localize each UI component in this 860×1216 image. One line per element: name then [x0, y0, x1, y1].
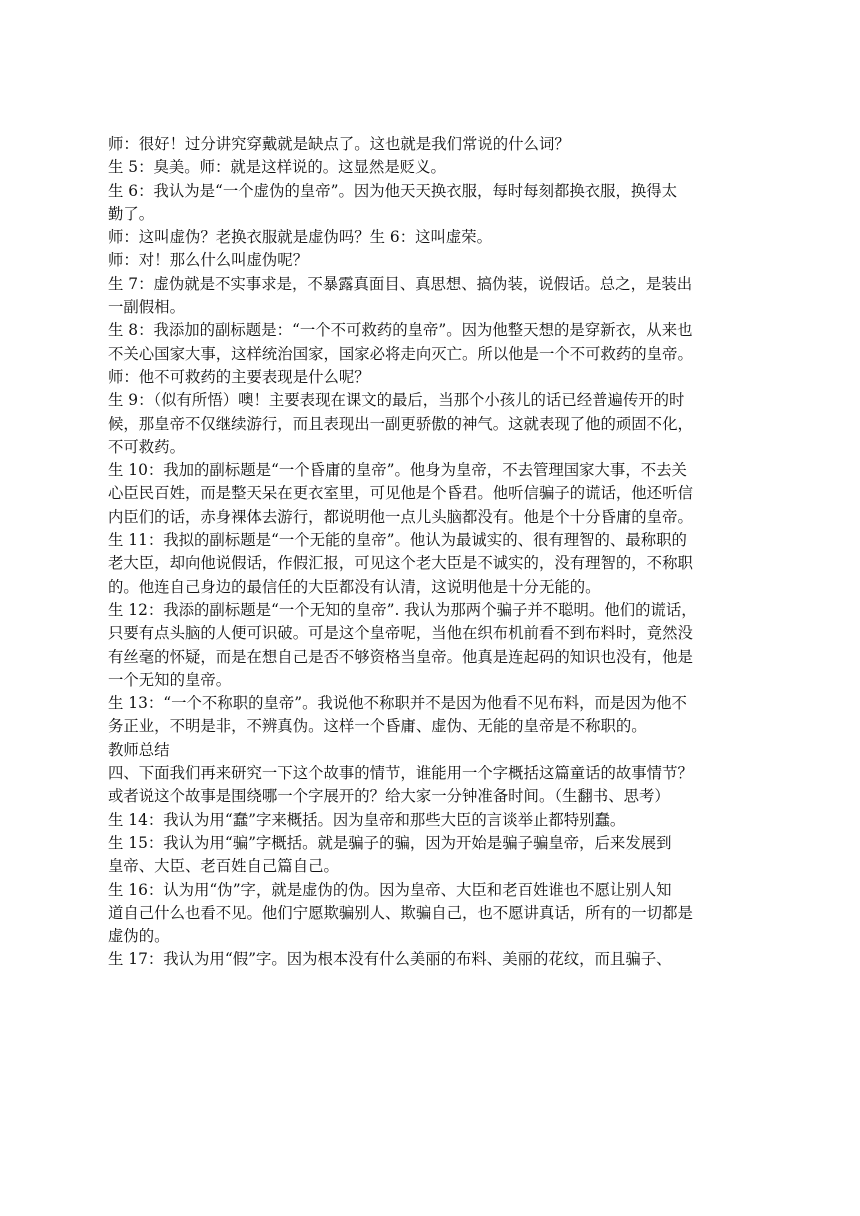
text-line: 有丝毫的怀疑，而是在想自己是否不够资格当皇帝。他真是连起码的知识也没有，他是 — [108, 647, 693, 666]
text-line: 道自己什么也看不见。他们宁愿欺骗别人、欺骗自己，也不愿讲真话，所有的一切都是 — [108, 903, 693, 922]
section-heading: 教师总结 — [108, 740, 170, 759]
text-line: 勤了。 — [108, 204, 155, 223]
text-line: 不关心国家大事，这样统治国家，国家必将走向灭亡。所以他是一个不可救药的皇帝。 — [108, 344, 693, 363]
text-line: 候，那皇帝不仅继续游行，而且表现出一副更骄傲的神气。这就表现了他的顽固不化， — [108, 414, 693, 433]
text-line: 生 12：我添的副标题是“一个无知的皇帝”. 我认为那两个骗子并不聪明。他们的谎话， — [108, 600, 697, 619]
text-line: 或者说这个故事是围绕哪一个字展开的？给大家一分钟准备时间。（生翻书、思考） — [108, 787, 670, 806]
text-line: 老大臣，却向他说假话，作假汇报，可见这个老大臣是不诚实的，没有理智的，不称职 — [108, 554, 693, 573]
text-line: 师：对！那么什么叫虚伪呢？ — [108, 251, 309, 270]
text-line: 只要有点头脑的人便可识破。可是这个皇帝呢，当他在织布机前看不到布料时，竟然没 — [108, 624, 693, 643]
text-line: 的。他连自己身边的最信任的大臣都没有认清，这说明他是十分无能的。 — [108, 577, 601, 596]
text-line: 生 8：我添加的副标题是：“一个不可救药的皇帝”。因为他整天想的是穿新衣，从来也 — [108, 321, 693, 340]
text-line: 生 7：虚伪就是不实事求是，不暴露真面目、真思想、搞伪装，说假话。总之，是装出 — [108, 274, 693, 293]
text-line: 师：很好！过分讲究穿戴就是缺点了。这也就是我们常说的什么词？ — [108, 135, 570, 153]
text-line: 生 13：“一个不称职的皇帝”。我说他不称职并不是因为他看不见布料，而是因为他不 — [108, 694, 687, 713]
text-line: 生 15：我认为用“骗”字概括。就是骗子的骗，因为开始是骗子骗皇帝，后来发展到 — [108, 833, 672, 852]
text-line: 皇帝、大臣、老百姓自己篇自己。 — [108, 857, 339, 876]
text-line: 心臣民百姓，而是整天呆在更衣室里，可见他是个昏君。他听信骗子的谎话，他还听信 — [108, 484, 693, 503]
document-body — [108, 133, 758, 972]
text-line: 生 11：我拟的副标题是“一个无能的皇帝”。他认为最诚实的、很有理智的、最称职的 — [108, 531, 687, 550]
text-line: 内臣们的话，赤身裸体去游行，都说明他一点儿头脑都没有。他是个十分昏庸的皇帝。 — [108, 507, 693, 526]
text-line: 务正业，不明是非，不辨真伪。这样一个昏庸、虚伪、无能的皇帝是不称职的。 — [108, 717, 647, 736]
text-line: 生 9：（似有所悟）噢！主要表现在课文的最后，当那个小孩儿的话已经普遍传开的时 — [108, 391, 685, 410]
text-line: 生 16：认为用“伪”字，就是虚伪的伪。因为皇帝、大臣和老百姓谁也不愿让别人知 — [108, 880, 672, 899]
text-line: 一副假相。 — [108, 298, 185, 317]
text-line: 虚伪的。 — [108, 927, 170, 946]
text-line: 生 17：我认为用“假”字。因为根本没有什么美丽的布料、美丽的花纹，而且骗子、 — [108, 950, 672, 969]
text-line: 一个无知的皇帝。 — [108, 670, 232, 689]
text-line: 生 14：我认为用“蠢”字来概括。因为皇帝和那些大臣的言谈举止都特别蠢。 — [108, 810, 626, 829]
text-line: 不可救药。 — [108, 437, 185, 456]
text-line: 师：他不可救药的主要表现是什么呢？ — [108, 367, 370, 386]
text-line: 四、下面我们再来研究一下这个故事的情节，谁能用一个字概括这篇童话的故事情节？ — [108, 764, 693, 783]
text-line: 生 6：我认为是“一个虚伪的皇帝”。因为他天天换衣服，每时每刻都换衣服，换得太 — [108, 181, 678, 200]
text-line: 生 5：臭美。师：就是这样说的。这显然是贬义。 — [108, 158, 446, 177]
text-line: 师：这叫虚伪？老换衣服就是虚伪吗？生 6：这叫虚荣。 — [108, 228, 493, 247]
text-line: 生 10：我加的副标题是“一个昏庸的皇帝”。他身为皇帝，不去管理国家大事，不去关 — [108, 461, 687, 480]
